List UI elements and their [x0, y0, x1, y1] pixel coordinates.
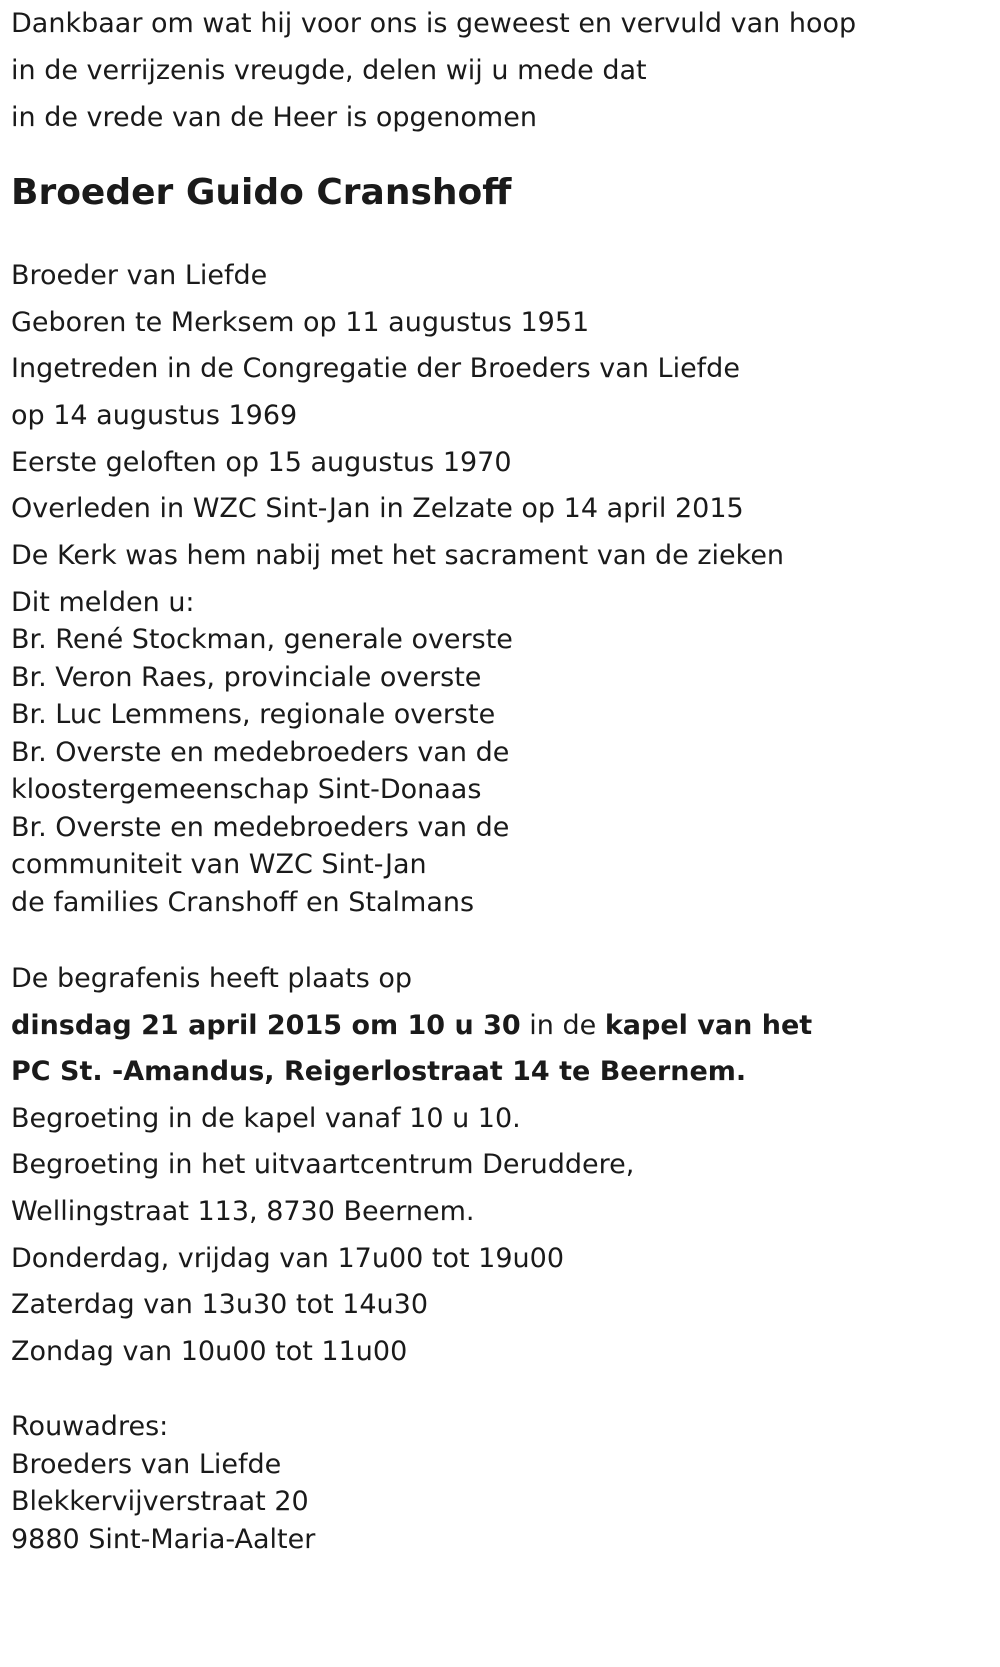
announcer-line: Br. Overste en medebroeders van de	[11, 737, 510, 768]
funeral-detail-line: Begroeting in de kapel vanaf 10 u 10.	[11, 1103, 521, 1134]
intro-line-1: Dankbaar om wat hij voor ons is geweest en vervuld van hoop	[11, 8, 857, 39]
bio-line-4: op 14 augustus 1969	[11, 400, 298, 431]
funeral-intro: De begrafenis heeft plaats op	[11, 963, 413, 994]
announcer-line: Br. Veron Raes, provinciale overste	[11, 662, 482, 693]
bio-line-2: Geboren te Merksem op 11 augustus 1951	[11, 307, 590, 338]
address-heading: Rouwadres:	[11, 1411, 169, 1442]
announcer-line: communiteit van WZC Sint-Jan	[11, 849, 427, 880]
address-line: Blekkervijverstraat 20	[11, 1486, 309, 1517]
announcer-line: Br. Luc Lemmens, regionale overste	[11, 699, 496, 730]
funeral-detail-line: Zaterdag van 13u30 tot 14u30	[11, 1289, 428, 1320]
bio-line-5: Eerste geloften op 15 augustus 1970	[11, 447, 512, 478]
funeral-detail-line: Begroeting in het uitvaartcentrum Deruddere,	[11, 1149, 635, 1180]
announcer-line: kloostergemeenschap Sint-Donaas	[11, 774, 482, 805]
funeral-place-part-2: PC St. -Amandus, Reigerlostraat 14 te Beernem.	[11, 1056, 747, 1087]
bio-line-7: De Kerk was hem nabij met het sacrament van de zieken	[11, 540, 785, 571]
announcer-line: Br. René Stockman, generale overste	[11, 624, 513, 655]
funeral-date: dinsdag 21 april 2015 om 10 u 30	[11, 1010, 521, 1041]
funeral-detail-line: Donderdag, vrijdag van 17u00 tot 19u00	[11, 1243, 564, 1274]
funeral-in-de: in de	[520, 1010, 605, 1041]
bio-line-3: Ingetreden in de Congregatie der Broeders van Liefde	[11, 353, 740, 384]
intro-line-2: in de verrijzenis vreugde, delen wij u mede dat	[11, 55, 647, 86]
deceased-name: Broeder Guido Cranshoff	[11, 172, 512, 213]
funeral-place-part-1: kapel van het	[604, 1010, 813, 1041]
announcer-line: de families Cranshoff en Stalmans	[11, 887, 475, 918]
address-line: Broeders van Liefde	[11, 1449, 282, 1480]
address-line: 9880 Sint-Maria-Aalter	[11, 1524, 316, 1555]
announcers-heading: Dit melden u:	[11, 587, 195, 618]
intro-line-3: in de vrede van de Heer is opgenomen	[11, 102, 537, 133]
funeral-detail-line: Wellingstraat 113, 8730 Beernem.	[11, 1196, 475, 1227]
bio-line-1: Broeder van Liefde	[11, 260, 268, 291]
funeral-detail-line: Zondag van 10u00 tot 11u00	[11, 1336, 408, 1367]
bio-line-6: Overleden in WZC Sint-Jan in Zelzate op 14 april 2015	[11, 493, 744, 524]
announcer-line: Br. Overste en medebroeders van de	[11, 812, 510, 843]
funeral-date-line	[11, 1012, 812, 1039]
